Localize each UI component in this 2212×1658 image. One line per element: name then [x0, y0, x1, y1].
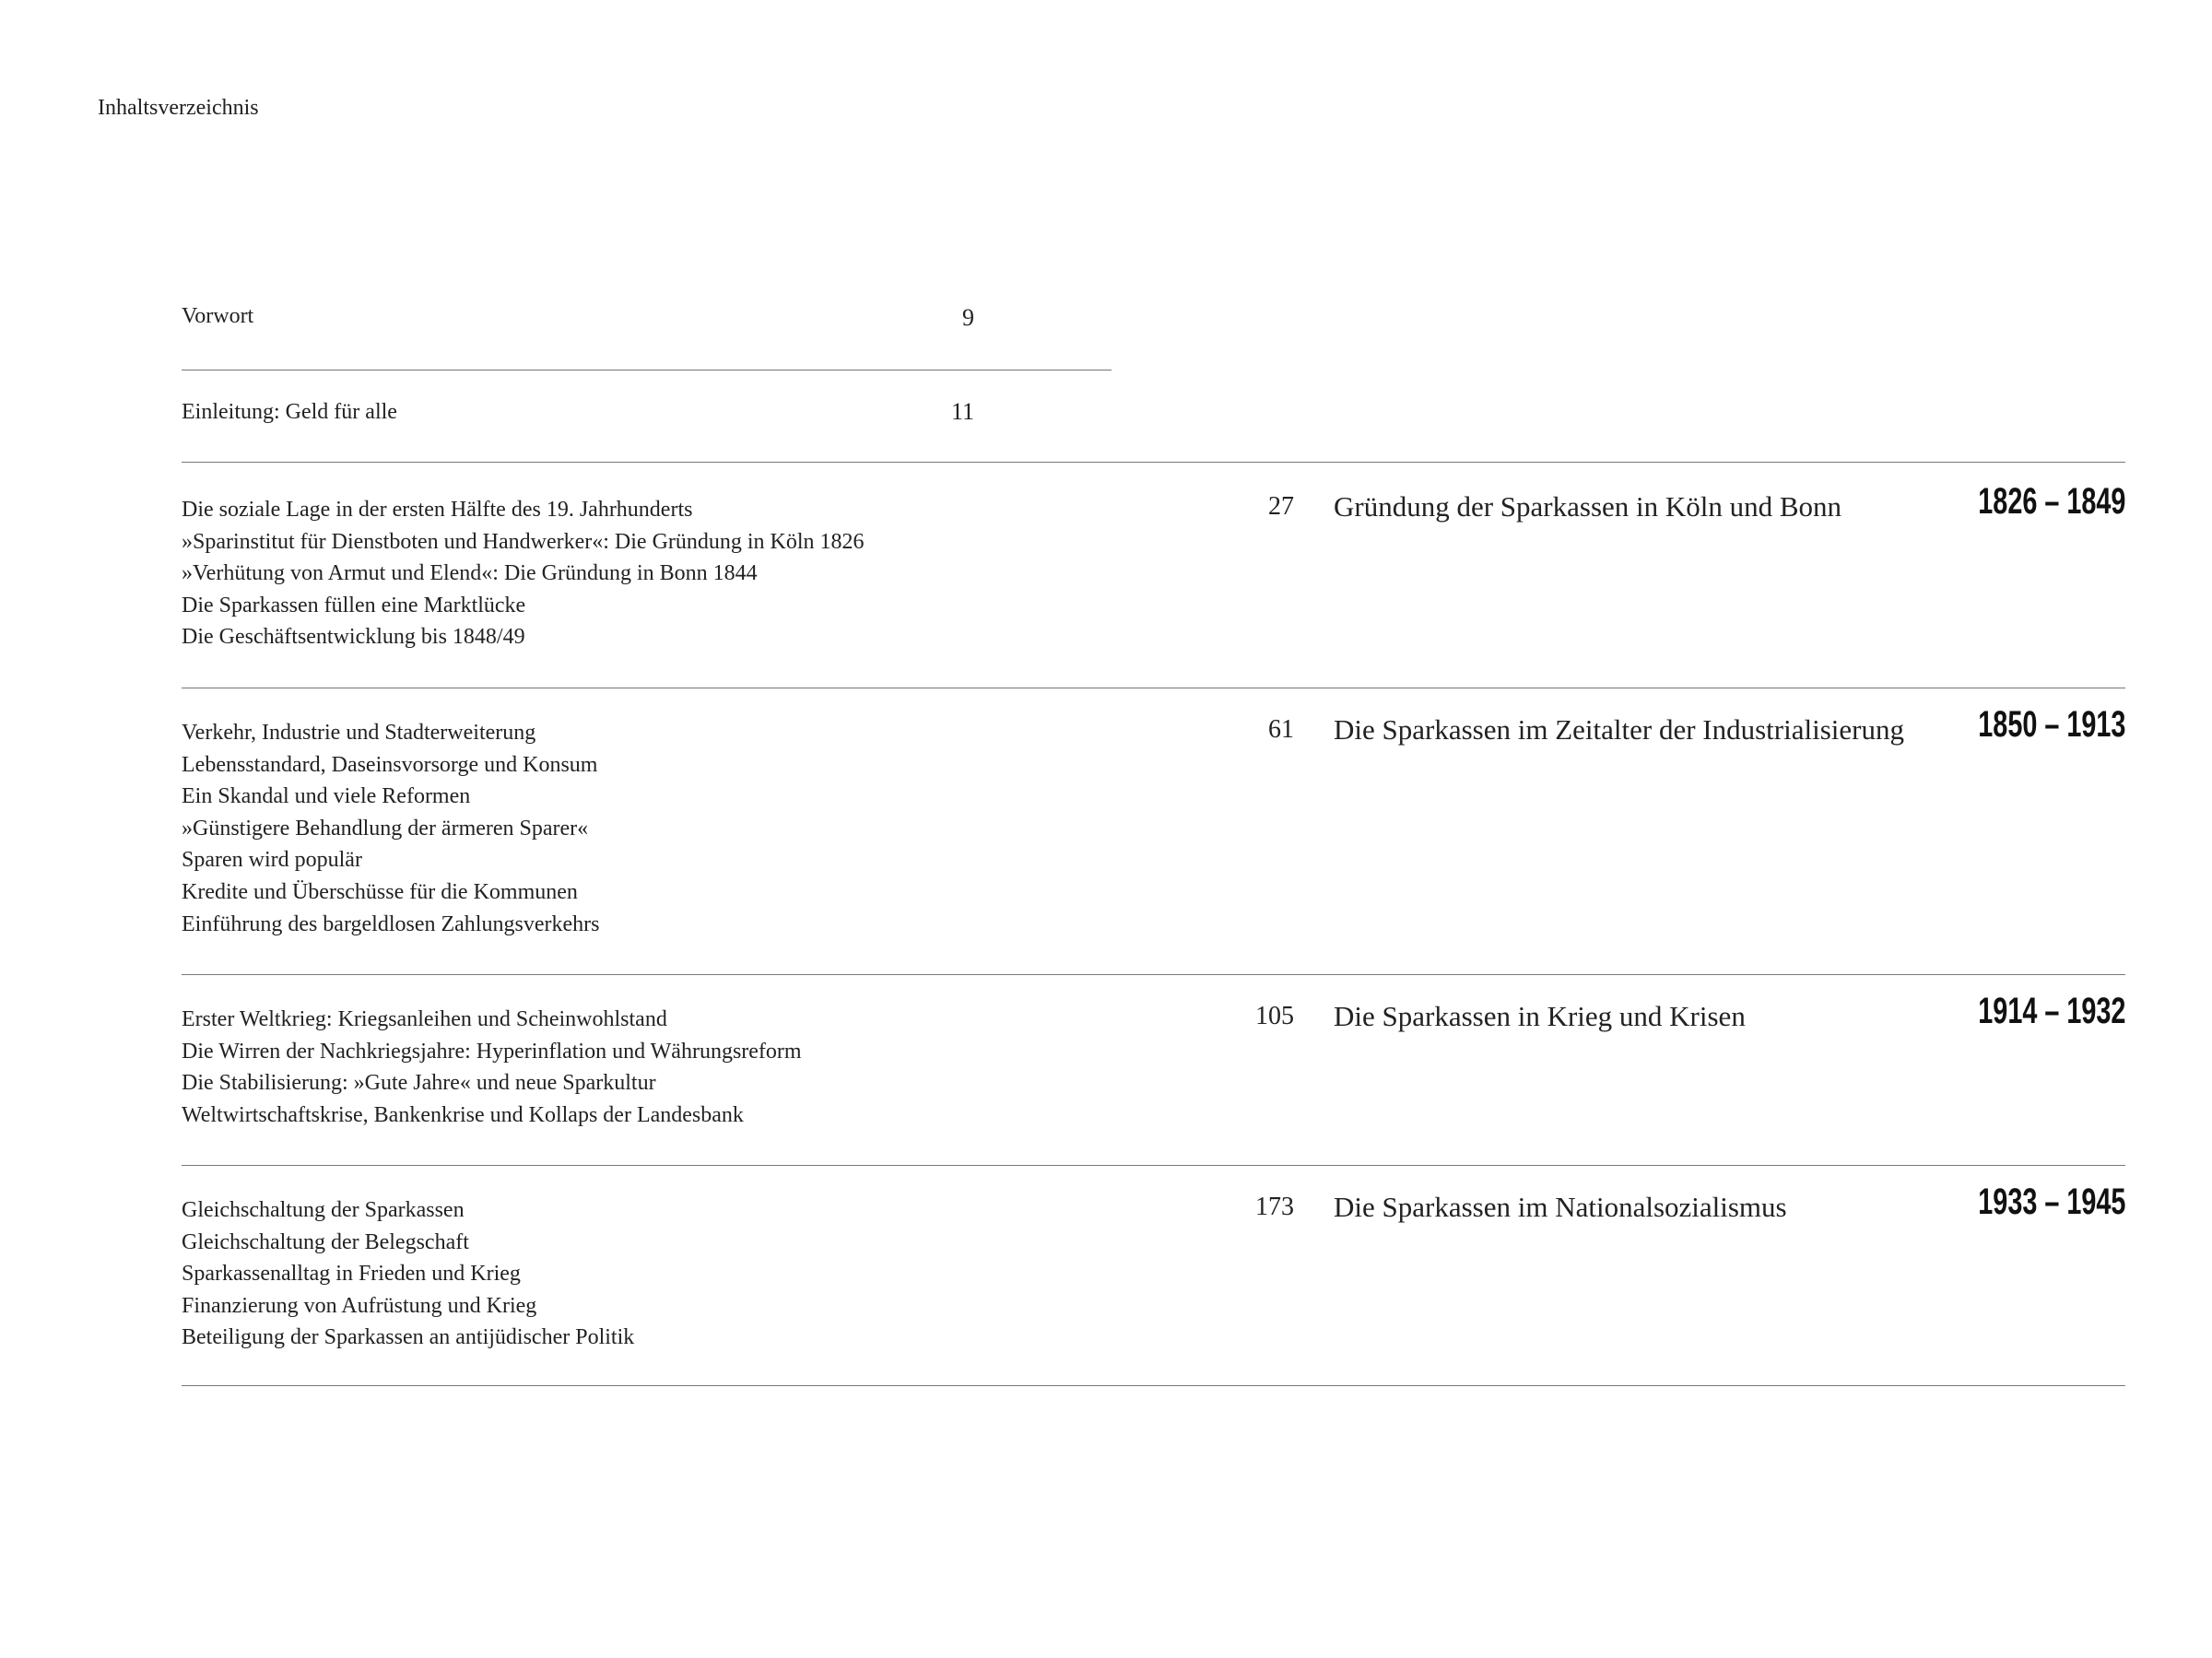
divider: [182, 1165, 2125, 1166]
page-heading: Inhaltsverzeichnis: [98, 96, 259, 120]
subsection-item[interactable]: Ein Skandal und viele Reformen: [182, 784, 471, 809]
toc-entry-vorwort[interactable]: Vorwort: [182, 304, 254, 328]
subsection-item[interactable]: Die soziale Lage in der ersten Hälfte des 19. Jahrhunderts: [182, 498, 693, 522]
divider: [182, 1385, 2125, 1386]
chapter-title[interactable]: Gründung der Sparkassen in Köln und Bonn: [1334, 490, 1842, 523]
subsection-item[interactable]: Kredite und Überschüsse für die Kommunen: [182, 879, 578, 904]
subsection-item[interactable]: Die Stabilisierung: »Gute Jahre« und neue Sparkultur: [182, 1071, 656, 1096]
subsection-list: [182, 1194, 634, 1354]
subsection-item[interactable]: Die Wirren der Nachkriegsjahre: Hyperinflation und Währungsreform: [182, 1039, 802, 1064]
subsection-item[interactable]: Sparen wird populär: [182, 848, 362, 873]
chapter-years: 1914 – 1932: [1977, 991, 2125, 1031]
toc-entry-einleitung[interactable]: Einleitung: Geld für alle: [182, 400, 397, 424]
subsection-item[interactable]: »Verhütung von Armut und Elend«: Die Gründung in Bonn 1844: [182, 561, 758, 586]
subsection-item[interactable]: Einführung des bargeldlosen Zahlungsverkehrs: [182, 911, 600, 936]
subsection-item[interactable]: Gleichschaltung der Belegschaft: [182, 1229, 469, 1254]
subsection-item[interactable]: »Günstigere Behandlung der ärmeren Sparer«: [182, 816, 589, 841]
page-number: 9: [962, 304, 974, 331]
chapter-years: 1850 – 1913: [1977, 704, 2125, 745]
subsection-item[interactable]: Sparkassenalltag in Frieden und Krieg: [182, 1262, 521, 1287]
chapter-title[interactable]: Die Sparkassen in Krieg und Krisen: [1334, 1000, 1746, 1032]
subsection-item[interactable]: Verkehr, Industrie und Stadterweiterung: [182, 721, 536, 745]
subsection-item[interactable]: »Sparinstitut für Dienstboten und Handwerker«: Die Gründung in Köln 1826: [182, 529, 865, 554]
divider: [182, 462, 2125, 463]
chapter-title[interactable]: Die Sparkassen im Zeitalter der Industrialisierung: [1334, 713, 1904, 746]
subsection-item[interactable]: Lebensstandard, Daseinsvorsorge und Konsum: [182, 752, 598, 777]
subsection-item[interactable]: Erster Weltkrieg: Kriegsanleihen und Scheinwohlstand: [182, 1007, 667, 1031]
chapter-page-number: 61: [1268, 715, 1294, 744]
subsection-item[interactable]: Die Sparkassen füllen eine Marktlücke: [182, 593, 526, 617]
chapter-page-number: 105: [1255, 1002, 1294, 1030]
subsection-list: [182, 717, 599, 940]
subsection-item[interactable]: Finanzierung von Aufrüstung und Krieg: [182, 1293, 537, 1318]
subsection-list: [182, 494, 865, 653]
chapter-page-number: 27: [1268, 492, 1294, 521]
page-number: 11: [950, 398, 974, 425]
subsection-item[interactable]: Gleichschaltung der Sparkassen: [182, 1198, 465, 1222]
chapter-title[interactable]: Die Sparkassen im Nationalsozialismus: [1334, 1191, 1787, 1223]
chapter-page-number: 173: [1255, 1193, 1294, 1221]
chapter-years: 1933 – 1945: [1977, 1182, 2125, 1222]
subsection-item[interactable]: Die Geschäftsentwicklung bis 1848/49: [182, 625, 525, 650]
subsection-list: [182, 1004, 802, 1131]
subsection-item[interactable]: Weltwirtschaftskrise, Bankenkrise und Kollaps der Landesbank: [182, 1102, 744, 1127]
chapter-years: 1826 – 1849: [1977, 481, 2125, 522]
subsection-item[interactable]: Beteiligung der Sparkassen an antijüdischer Politik: [182, 1325, 635, 1350]
divider: [182, 974, 2125, 975]
